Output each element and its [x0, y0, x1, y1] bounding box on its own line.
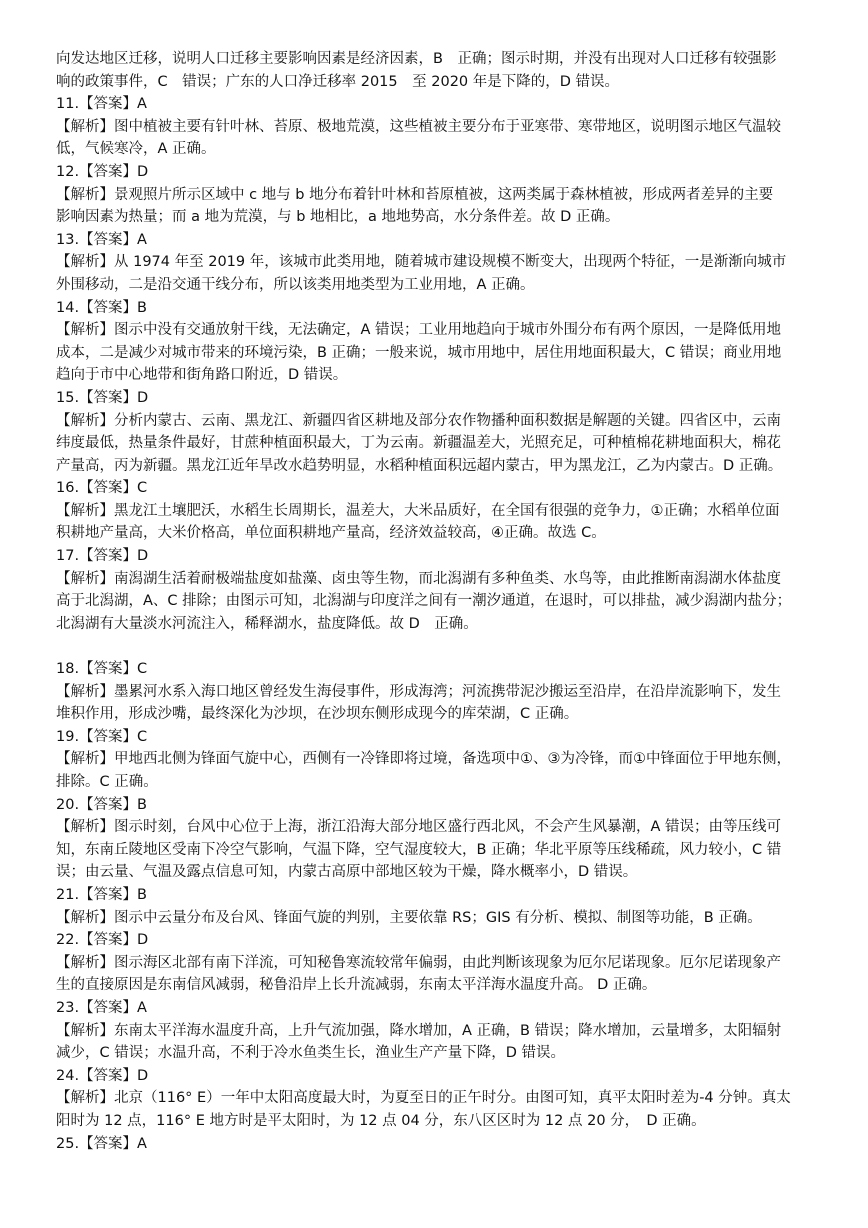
text-line: 【解析】东南太平洋海水温度升高，上升气流加强，降水增加，A 正确，B 错误；降水增加，云量增多，太阳辐射	[56, 1022, 782, 1039]
text-line: 堆积作用，形成沙嘴，最终深化为沙坝，在沙坝东侧形成现今的库荣湖，C 正确。	[56, 706, 579, 723]
text-line: 【解析】分析内蒙古、云南、黑龙江、新疆四省区耕地及部分农作物播种面积数据是解题的关键。四省区中，云南	[56, 412, 781, 429]
text-line: 13.【答案】A	[56, 231, 147, 248]
text-line: 23.【答案】A	[56, 999, 147, 1016]
text-line: 21.【答案】B	[56, 886, 148, 903]
text-line: 成本，二是减少对城市带来的环境污染，B 正确；一般来说，城市用地中，居住用地面积最大，C 错误；商业用地	[56, 344, 782, 361]
text-line: 排除。C 正确。	[56, 774, 158, 790]
text-line: 减少，C 错误；水温升高，不利于冷水鱼类生长，渔业生产产量下降，D 错误。	[56, 1045, 566, 1062]
text-line: 17.【答案】D	[56, 548, 149, 565]
text-line: 高于北潟湖，A、C 排除；由图示可知，北潟湖与印度洋之间有一潮汐通道，在退时，可以排盐，减少潟湖内盐分；	[56, 593, 792, 610]
text-line: 产量高，丙为新疆。黑龙江近年旱改水趋势明显，水稻种植面积远超内蒙古，甲为黑龙江，乙为内蒙古。D 正确。	[56, 457, 783, 474]
text-line: 25.【答案】A	[56, 1135, 147, 1152]
text-line: 【解析】图中植被主要有针叶林、苔原、极地荒漠，这些植被主要分布于亚寒带、寒带地区，说明图示地区气温较	[56, 118, 781, 135]
text-line: 响的政策事件，C 错误；广东的人口净迁移率 2015 至 2020 年是下降的，D 错误。	[56, 73, 620, 90]
text-line	[56, 635, 812, 658]
text-line: 【解析】图示中没有交通放射干线，无法确定，A 错误；工业用地趋向于城市外围分布有两个原因，一是降低用地	[56, 322, 782, 339]
text-line: 【解析】甲地西北侧为锋面气旋中心，西侧有一冷锋即将过境，备选项中①、③为冷锋，而①中锋面位于甲地东侧，	[56, 751, 791, 768]
text-line: 24.【答案】D	[56, 1067, 149, 1084]
text-line: 15.【答案】D	[56, 389, 149, 406]
text-line: 12.【答案】D	[56, 163, 149, 180]
text-line: 【解析】黑龙江土壤肥沃，水稻生长周期长，温差大，大米品质好，在全国有很强的竞争力，①正确；水稻单位面	[56, 502, 780, 519]
text-line: 向发达地区迁移，说明人口迁移主要影响因素是经济因素，B 正确；图示时期，并没有出现对人口迁移有较强影	[56, 51, 777, 67]
text-line: 低，气候寒冷，A 正确。	[56, 141, 216, 158]
text-line: 阳时为 12 点，116° E 地方时是平太阳时，为 12 点 04 分，东八区区时为 12 点 20 分， D 正确。	[56, 1112, 706, 1129]
text-line: 【解析】北京（116° E）一年中太阳高度最大时，为夏至日的正午时分。由图可知，真平太阳时差为-4 分钟。真太	[56, 1090, 791, 1107]
text-line: 知，东南丘陵地区受南下冷空气影响，气温下降，空气湿度较大，B 正确；华北平原等压线稀疏，风力较小，C 错	[56, 841, 782, 858]
text-line: 影响因素为热量；而 a 地为荒漠，与 b 地相比，a 地地势高，水分条件差。故 D 正确。	[56, 209, 620, 226]
text-line: 趋向于市中心地带和街角路口附近，D 错误。	[56, 367, 348, 384]
text-line: 北潟湖有大量淡水河流注入，稀释湖水，盐度降低。故 D 正确。	[56, 615, 478, 632]
text-line: 14.【答案】B	[56, 299, 148, 316]
text-line: 19.【答案】C	[56, 728, 148, 745]
text-line: 【解析】从 1974 年至 2019 年，该城市此类用地，随着城市建设规模不断变大，出现两个特征，一是渐渐向城市	[56, 254, 787, 271]
text-line: 积耕地产量高，大米价格高，单位面积耕地产量高，经济效益较高，④正确。故选 C。	[56, 525, 606, 542]
text-line: 纬度最低，热量条件最好，甘蔗种植面积最大，丁为云南。新疆温差大，光照充足，可种植棉花耕地面积大，棉花	[56, 435, 781, 452]
text-line: 【解析】图示时刻，台风中心位于上海，浙江沿海大部分地区盛行西北风，不会产生风暴潮，A 错误；由等压线可	[56, 819, 782, 836]
text-line: 11.【答案】A	[56, 96, 147, 113]
text-line: 【解析】景观照片所示区域中 c 地与 b 地分布着针叶林和苔原植被，这两类属于森林植被，形成两者差异的主要	[56, 186, 774, 203]
text-line: 【解析】图示海区北部有南下洋流，可知秘鲁寒流较常年偏弱，由此判断该现象为厄尔尼诺现象。厄尔尼诺现象产	[56, 954, 781, 971]
text-line: 误；由云量、气温及露点信息可知，内蒙古高原中部地区较为干燥，降水概率小，D 错误。	[56, 864, 638, 881]
text-line: 20.【答案】B	[56, 796, 148, 813]
text-line: 生的直接原因是东南信风减弱，秘鲁沿岸上长升流减弱，东南太平洋海水温度升高。 D 正确。	[56, 977, 657, 994]
text-line: 【解析】墨累河水系入海口地区曾经发生海侵事件，形成海湾；河流携带泥沙搬运至沿岸，在沿岸流影响下，发生	[56, 683, 781, 700]
text-line: 外围移动，二是沿交通干线分布，所以该类用地类型为工业用地，A 正确。	[56, 276, 535, 293]
text-line: 18.【答案】C	[56, 661, 148, 678]
text-line: 16.【答案】C	[56, 480, 148, 497]
text-line: 22.【答案】D	[56, 932, 149, 949]
text-line: 【解析】图示中云量分布及台风、锋面气旋的判别，主要依靠 RS；GIS 有分析、模拟、制图等功能，B 正确。	[56, 909, 762, 926]
text-line: 【解析】南潟湖生活着耐极端盐度如盐藻、卤虫等生物，而北潟湖有多种鱼类、水鸟等，由此推断南潟湖水体盐度	[56, 570, 781, 587]
